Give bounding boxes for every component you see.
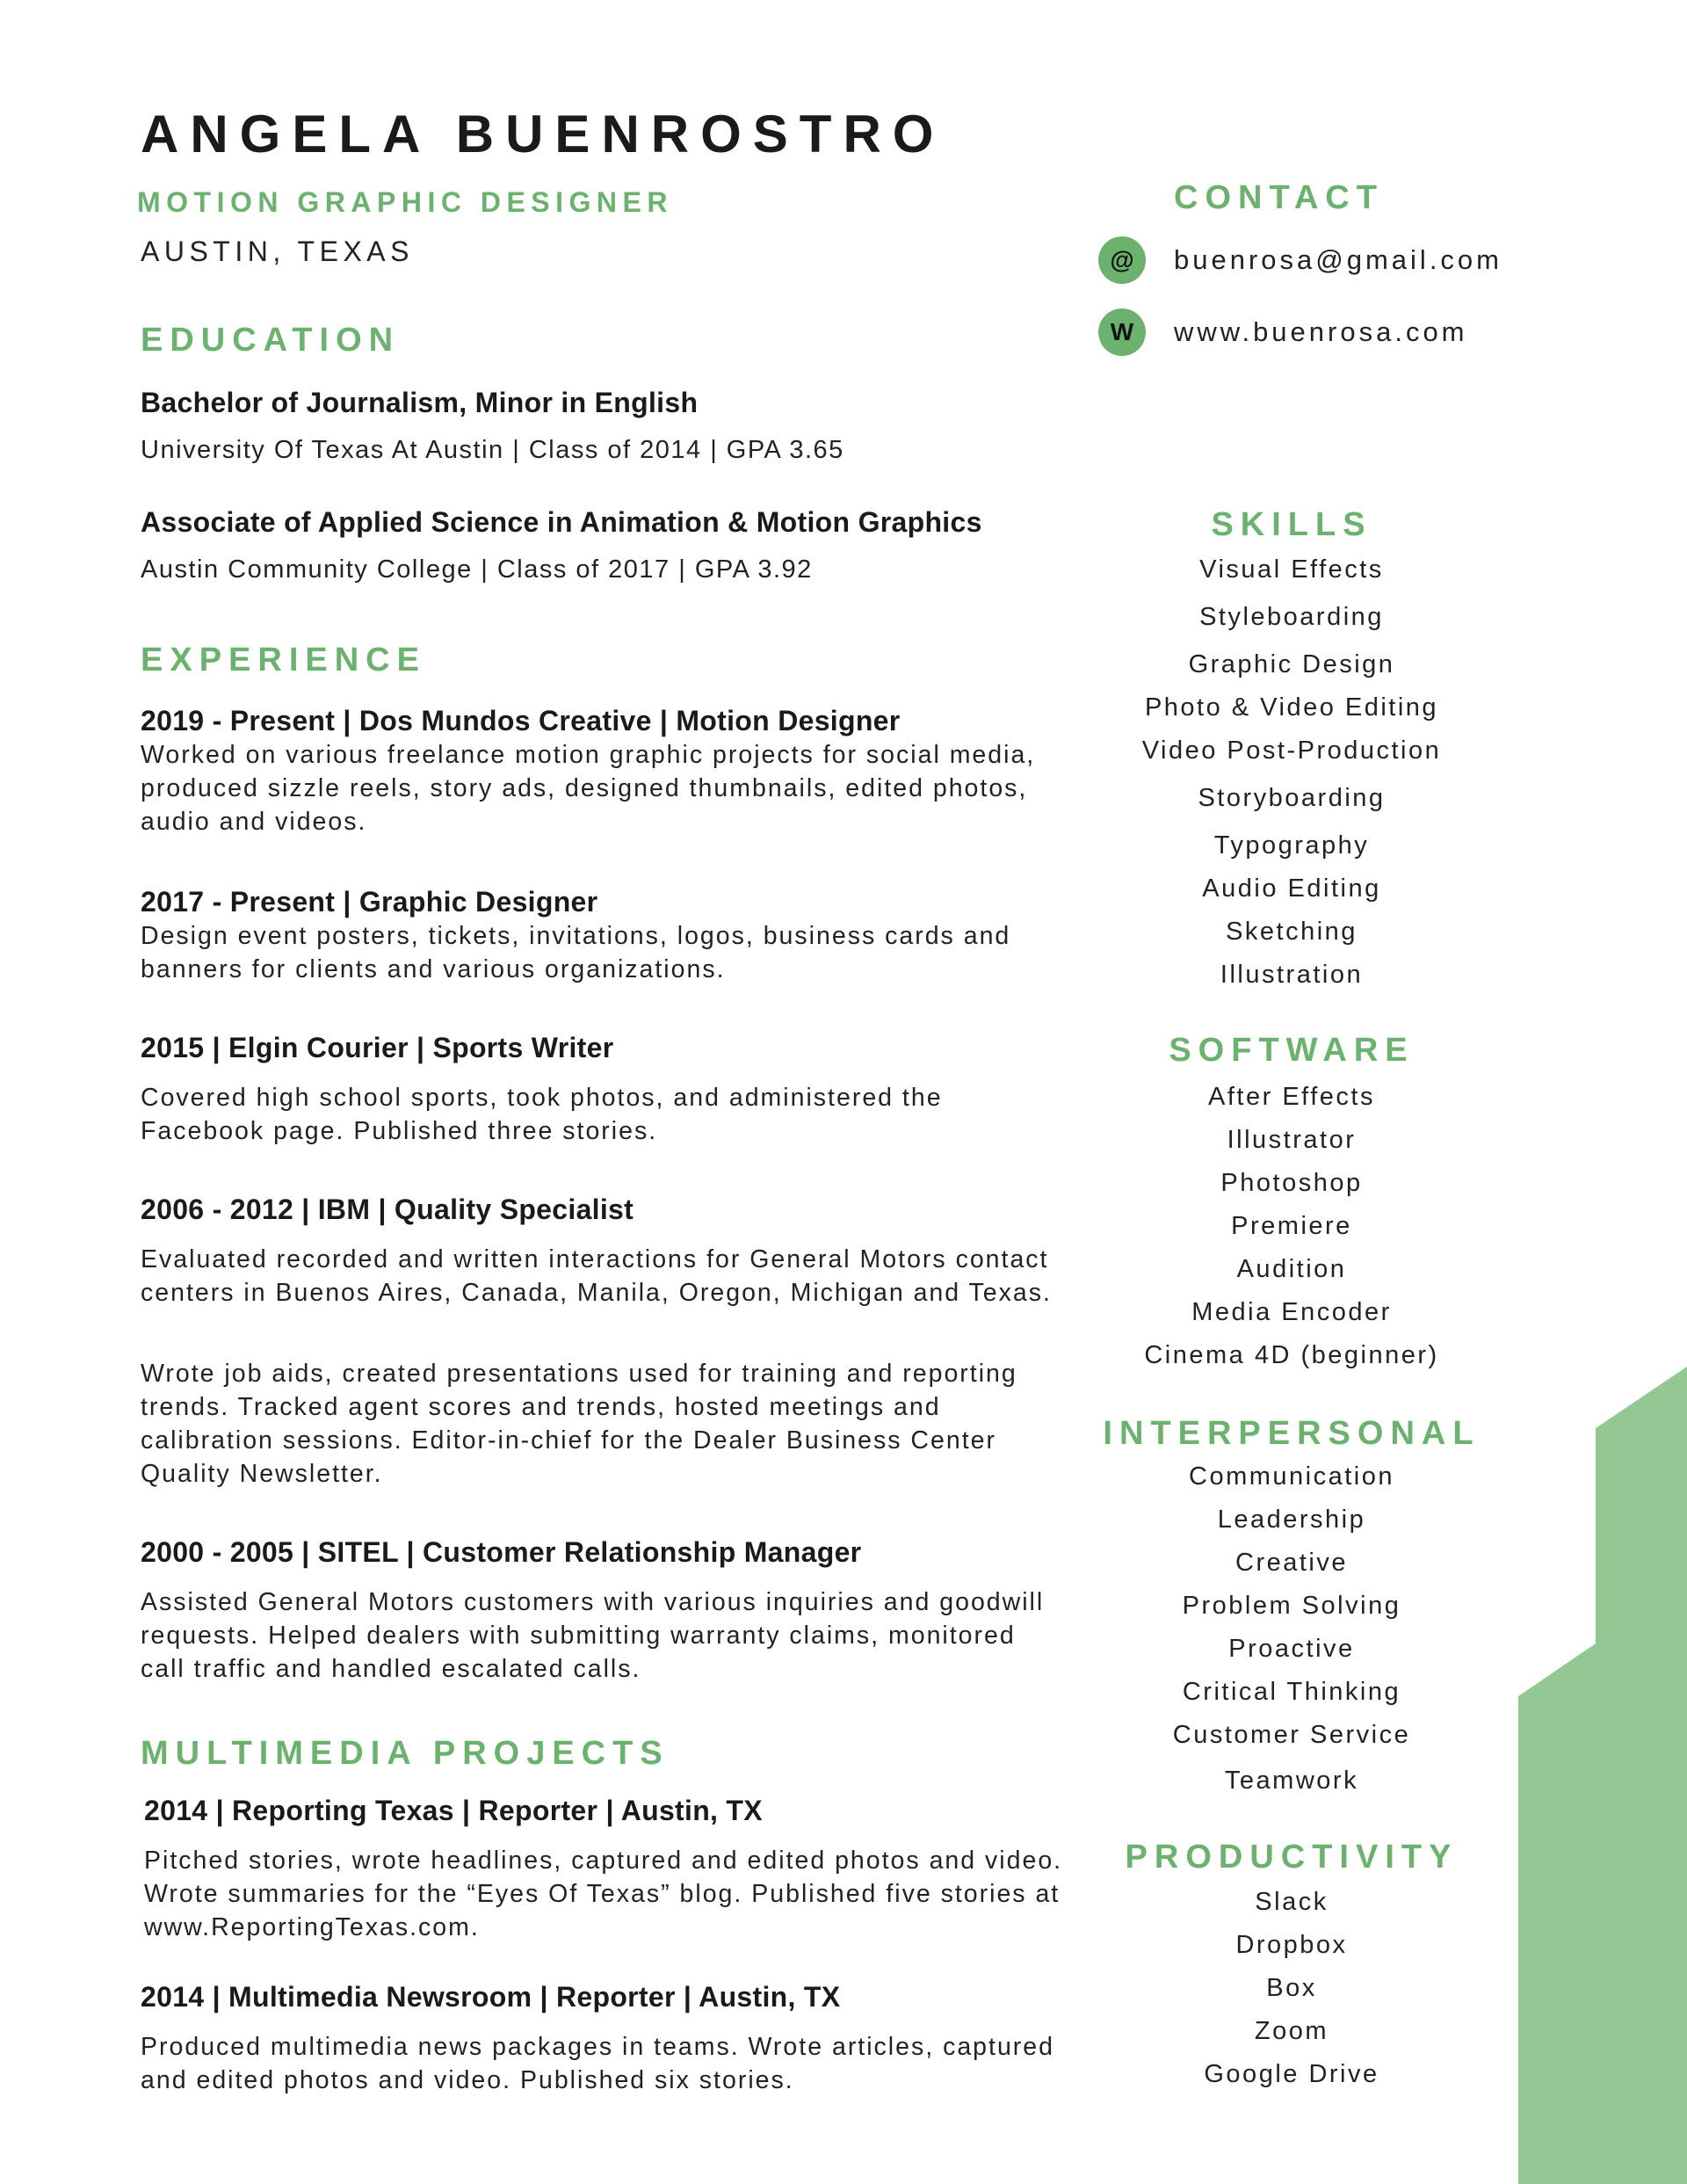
software-heading: SOFTWARE	[1169, 1032, 1415, 1069]
contact-email-row	[1098, 236, 1502, 285]
skill-item: Styleboarding	[1199, 603, 1384, 631]
skill-item: Graphic Design	[1188, 650, 1395, 678]
productivity-item: Google Drive	[1204, 2060, 1379, 2088]
projects-heading: MULTIMEDIA PROJECTS	[141, 1735, 670, 1772]
experience-title-4: 2006 - 2012 | IBM | Quality Specialist	[141, 1194, 634, 1225]
experience-title-1: 2019 - Present | Dos Mundos Creative | Motion Designer	[141, 705, 901, 736]
experience-desc-3: Covered high school sports, took photos, and administered the Facebook page. Published three stories.	[141, 1084, 943, 1145]
education-degree-1: Bachelor of Journalism, Minor in English	[141, 387, 699, 418]
job-title: MOTION GRAPHIC DESIGNER	[137, 186, 673, 218]
productivity-item: Box	[1266, 1974, 1317, 2002]
interpersonal-item: Teamwork	[1224, 1767, 1359, 1795]
experience-desc-5: Assisted General Motors customers with various inquiries and goodwill requests. Helped dealers with submitting warranty claims, monitored call traffic and handled escalated calls.	[141, 1588, 1045, 1683]
skill-item: Sketching	[1226, 918, 1358, 946]
experience-heading: EXPERIENCE	[141, 642, 426, 678]
contact-website-row	[1098, 308, 1468, 357]
skill-item: Photo & Video Editing	[1144, 693, 1439, 722]
education-degree-2: Associate of Applied Science in Animation & Motion Graphics	[141, 506, 982, 538]
interpersonal-item: Critical Thinking	[1182, 1678, 1401, 1706]
experience-desc-4a: Evaluated recorded and written interactions for General Motors contact centers in Buenos Aires, Canada, Manila, Oregon, Michigan and Texas.	[141, 1245, 1052, 1307]
skill-item: Visual Effects	[1199, 555, 1384, 584]
software-item: After Effects	[1208, 1083, 1375, 1111]
skills-list	[1072, 555, 1511, 1004]
experience-desc-1: Worked on various freelance motion graphic projects for social media, produced sizzle reels, story ads, designed thumbnails, edited photos, audio and videos.	[141, 741, 1036, 836]
experience-title-2: 2017 - Present | Graphic Designer	[141, 886, 598, 918]
interpersonal-list	[1072, 1462, 1511, 1810]
experience-title-5: 2000 - 2005 | SITEL | Customer Relationship Manager	[141, 1536, 862, 1568]
project-desc-2: Produced multimedia news packages in teams. Wrote articles, captured and edited photos and video. Published six stories.	[141, 2033, 1054, 2094]
software-item: Premiere	[1231, 1212, 1352, 1240]
website-icon: W	[1098, 308, 1146, 356]
productivity-item: Slack	[1255, 1888, 1329, 1916]
software-item: Photoshop	[1220, 1169, 1363, 1197]
skill-item: Illustration	[1220, 961, 1364, 989]
candidate-name: ANGELA BUENROSTRO	[141, 105, 945, 163]
education-details-1: University Of Texas At Austin | Class of 2014 | GPA 3.65	[141, 436, 844, 464]
skill-item: Audio Editing	[1202, 874, 1381, 903]
education-details-2: Austin Community College | Class of 2017 | GPA 3.92	[141, 555, 813, 584]
interpersonal-item: Customer Service	[1172, 1721, 1411, 1749]
productivity-item: Dropbox	[1235, 1931, 1348, 1959]
project-desc-1: Pitched stories, wrote headlines, captured and edited photos and video. Wrote summaries for the “Eyes Of Texas” blog. Published five stories at www.ReportingTexas.com.	[144, 1847, 1063, 1941]
productivity-heading: PRODUCTIVITY	[1125, 1839, 1459, 1876]
productivity-list	[1072, 1888, 1511, 2103]
software-item: Audition	[1236, 1255, 1347, 1283]
software-list	[1072, 1083, 1511, 1384]
experience-desc-2: Design event posters, tickets, invitations, logos, business cards and banners for clients and various organizations.	[141, 922, 1011, 983]
interpersonal-item: Problem Solving	[1182, 1592, 1401, 1620]
experience-desc-4b: Wrote job aids, created presentations used for training and reporting trends. Tracked agent scores and trends, hosted meetings and calibration sessions. Editor-in-chief for the Dealer Business Center Quality Newsletter.	[141, 1360, 1017, 1488]
skills-heading: SKILLS	[1211, 506, 1372, 543]
software-item: Media Encoder	[1191, 1298, 1392, 1326]
interpersonal-item: Leadership	[1217, 1506, 1366, 1534]
email-icon: @	[1098, 236, 1146, 284]
interpersonal-item: Creative	[1235, 1549, 1348, 1577]
skill-item: Video Post-Production	[1141, 736, 1442, 765]
contact-website[interactable]: www.buenrosa.com	[1174, 316, 1468, 347]
interpersonal-heading: INTERPERSONAL	[1103, 1415, 1481, 1452]
interpersonal-item: Proactive	[1228, 1635, 1355, 1663]
contact-email[interactable]: buenrosa@gmail.com	[1174, 244, 1502, 275]
contact-heading: CONTACT	[1174, 179, 1384, 216]
project-title-2: 2014 | Multimedia Newsroom | Reporter | Austin, TX	[141, 1981, 841, 2013]
interpersonal-item: Communication	[1189, 1462, 1394, 1491]
project-title-1: 2014 | Reporting Texas | Reporter | Austin, TX	[144, 1795, 763, 1826]
software-item: Cinema 4D (beginner)	[1144, 1341, 1439, 1369]
skill-item: Storyboarding	[1198, 784, 1386, 812]
education-heading: EDUCATION	[141, 322, 401, 359]
skill-item: Typography	[1213, 831, 1370, 860]
experience-title-3: 2015 | Elgin Courier | Sports Writer	[141, 1032, 614, 1063]
productivity-item: Zoom	[1254, 2017, 1329, 2045]
software-item: Illustrator	[1227, 1126, 1357, 1154]
location: AUSTIN, TEXAS	[141, 236, 414, 267]
